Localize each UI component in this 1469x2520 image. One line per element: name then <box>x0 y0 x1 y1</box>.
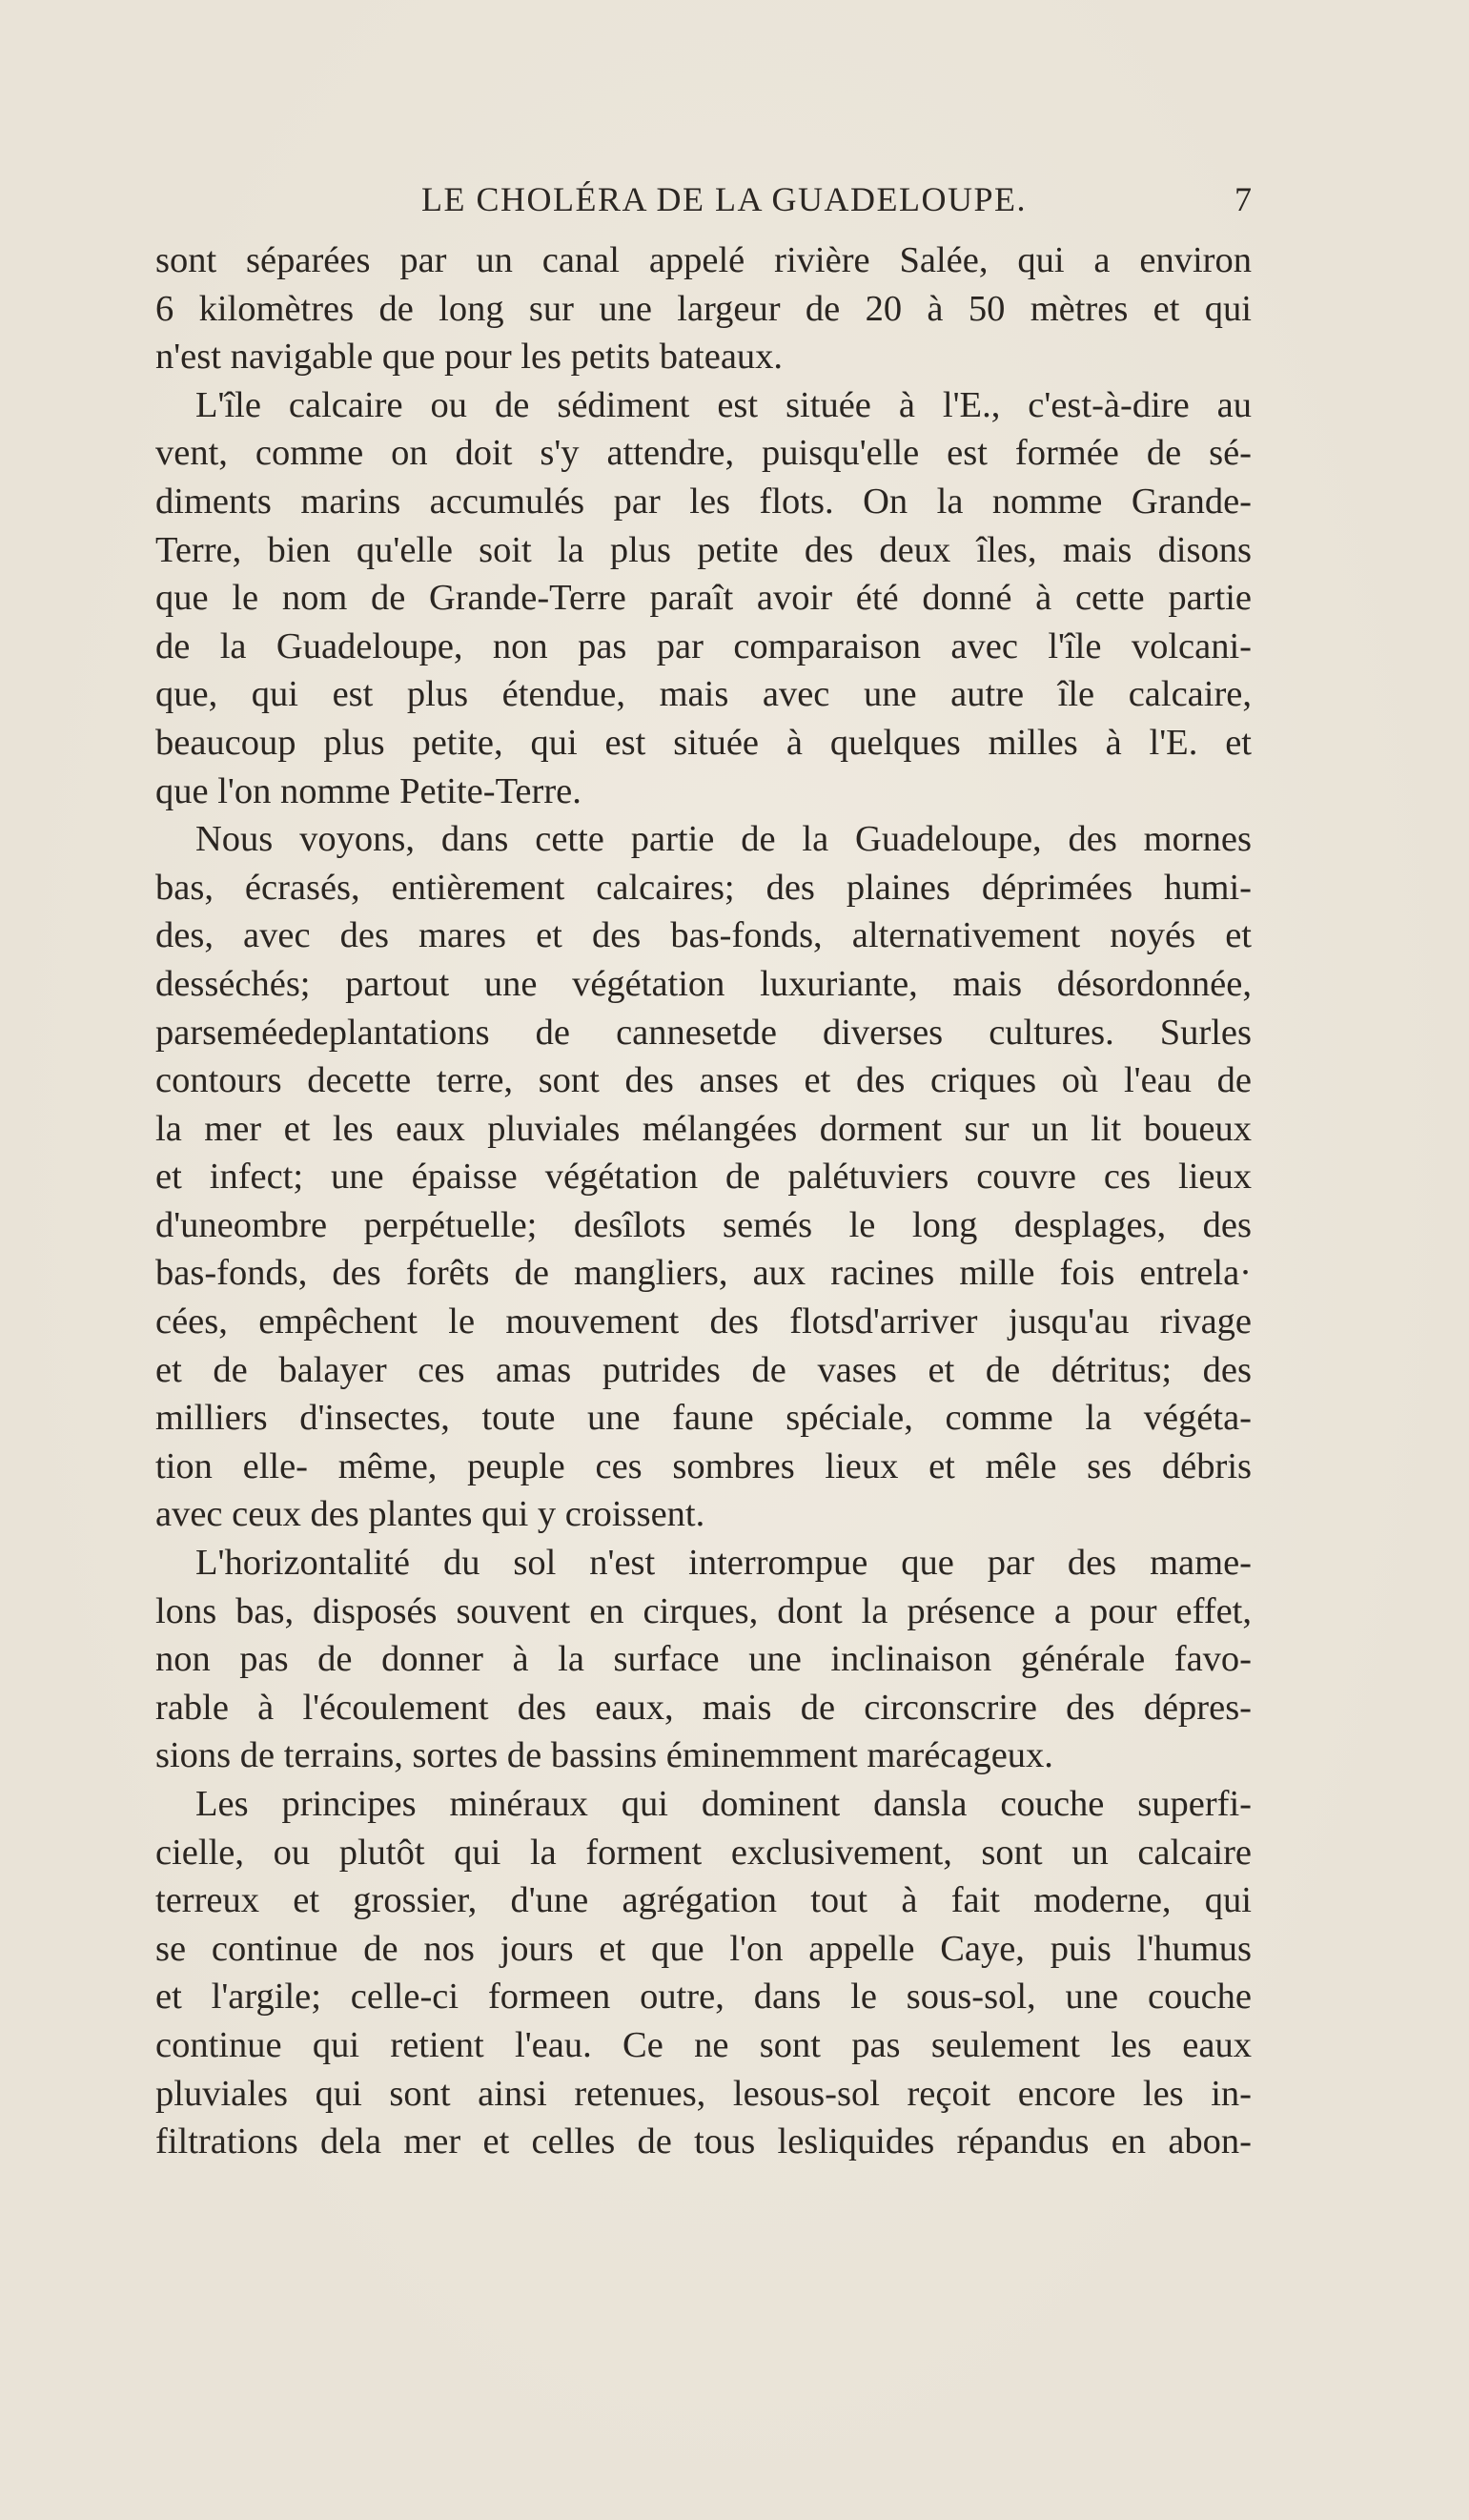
text-line: vent, comme on doit s'y attendre, puisqu'elle est formée de sé- <box>155 433 1252 474</box>
text-line: tion elle- même, peuple ces sombres lieux et mêle ses débris <box>155 1445 1252 1486</box>
text-line: Nous voyons, dans cette partie de la Guadeloupe, des mornes <box>195 819 1252 860</box>
text-line: la mer et les eaux pluviales mélangées dorment sur un lit boueux <box>155 1108 1252 1149</box>
text-line: rable à l'écoulement des eaux, mais de circonscrire des dépres- <box>155 1687 1252 1728</box>
text-line: et de balayer ces amas putrides de vases et de détritus; des <box>155 1349 1252 1390</box>
text-line: contours decette terre, sont des anses et des criques où l'eau de <box>155 1060 1252 1101</box>
text-line: bas, écrasés, entièrement calcaires; des plaines déprimées humi- <box>155 867 1252 908</box>
text-line: pluviales qui sont ainsi retenues, lesous-sol reçoit encore les in- <box>155 2073 1252 2114</box>
text-line: avec ceux des plantes qui y croissent. <box>155 1494 705 1535</box>
text-line: des, avec des mares et des bas-fonds, alternativement noyés et <box>155 915 1252 956</box>
text-line: L'île calcaire ou de sédiment est située à l'E., c'est-à-dire au <box>195 384 1252 425</box>
text-line: que le nom de Grande-Terre paraît avoir été donné à cette partie <box>155 578 1252 619</box>
text-line: de la Guadeloupe, non pas par comparaison avec l'île volcani- <box>155 625 1252 666</box>
text-line: beaucoup plus petite, qui est située à quelques milles à l'E. et <box>155 722 1252 763</box>
text-line: filtrations dela mer et celles de tous lesliquides répandus en abon- <box>155 2121 1252 2162</box>
page-header <box>160 179 1252 227</box>
text-line: cielle, ou plutôt qui la forment exclusivement, sont un calcaire <box>155 1832 1252 1873</box>
text-line: parseméedeplantations de cannesetde diverses cultures. Surles <box>155 1012 1252 1053</box>
running-title: LE CHOLÉRA DE LA GUADELOUPE. <box>421 180 1027 218</box>
text-line: diments marins accumulés par les flots. On la nomme Grande- <box>155 481 1252 522</box>
text-line: se continue de nos jours et que l'on appelle Caye, puis l'humus <box>155 1928 1252 1969</box>
text-line: que, qui est plus étendue, mais avec une autre île calcaire, <box>155 674 1252 715</box>
text-line: continue qui retient l'eau. Ce ne sont pas seulement les eaux <box>155 2024 1252 2065</box>
text-line: et l'argile; celle-ci formeen outre, dans le sous-sol, une couche <box>155 1977 1252 2018</box>
text-line: non pas de donner à la surface une inclinaison générale favo- <box>155 1639 1252 1680</box>
text-line: L'horizontalité du sol n'est interrompue que par des mame- <box>195 1543 1252 1584</box>
text-line: et infect; une épaisse végétation de palétuviers couvre ces lieux <box>155 1157 1252 1198</box>
text-line: Terre, bien qu'elle soit la plus petite des deux îles, mais disons <box>155 529 1252 570</box>
page-number: 7 <box>1234 180 1252 218</box>
text-line: lons bas, disposés souvent en cirques, dont la présence a pour effet, <box>155 1590 1252 1631</box>
text-line: que l'on nomme Petite-Terre. <box>155 770 581 811</box>
text-line: milliers d'insectes, toute une faune spéciale, comme la végéta- <box>155 1398 1252 1439</box>
text-line: n'est navigable que pour les petits bateaux. <box>155 337 784 378</box>
text-line: d'uneombre perpétuelle; desîlots semés le long desplages, des <box>155 1204 1252 1245</box>
text-line: sont séparées par un canal appelé rivière Salée, qui a environ <box>155 240 1252 280</box>
text-line: terreux et grossier, d'une agrégation tout à fait moderne, qui <box>155 1880 1252 1921</box>
text-line: Les principes minéraux qui dominent dansla couche superfi- <box>195 1784 1252 1824</box>
body-text <box>155 236 1252 2166</box>
text-line: sions de terrains, sortes de bassins éminemment marécageux. <box>155 1735 1053 1776</box>
text-line: cées, empêchent le mouvement des flotsd'arriver jusqu'au rivage <box>155 1301 1252 1342</box>
text-line: desséchés; partout une végétation luxuriante, mais désordonnée, <box>155 963 1252 1004</box>
text-line: bas-fonds, des forêts de mangliers, aux racines mille fois entrela· <box>155 1253 1252 1294</box>
text-line: 6 kilomètres de long sur une largeur de 20 à 50 mètres et qui <box>155 288 1252 329</box>
